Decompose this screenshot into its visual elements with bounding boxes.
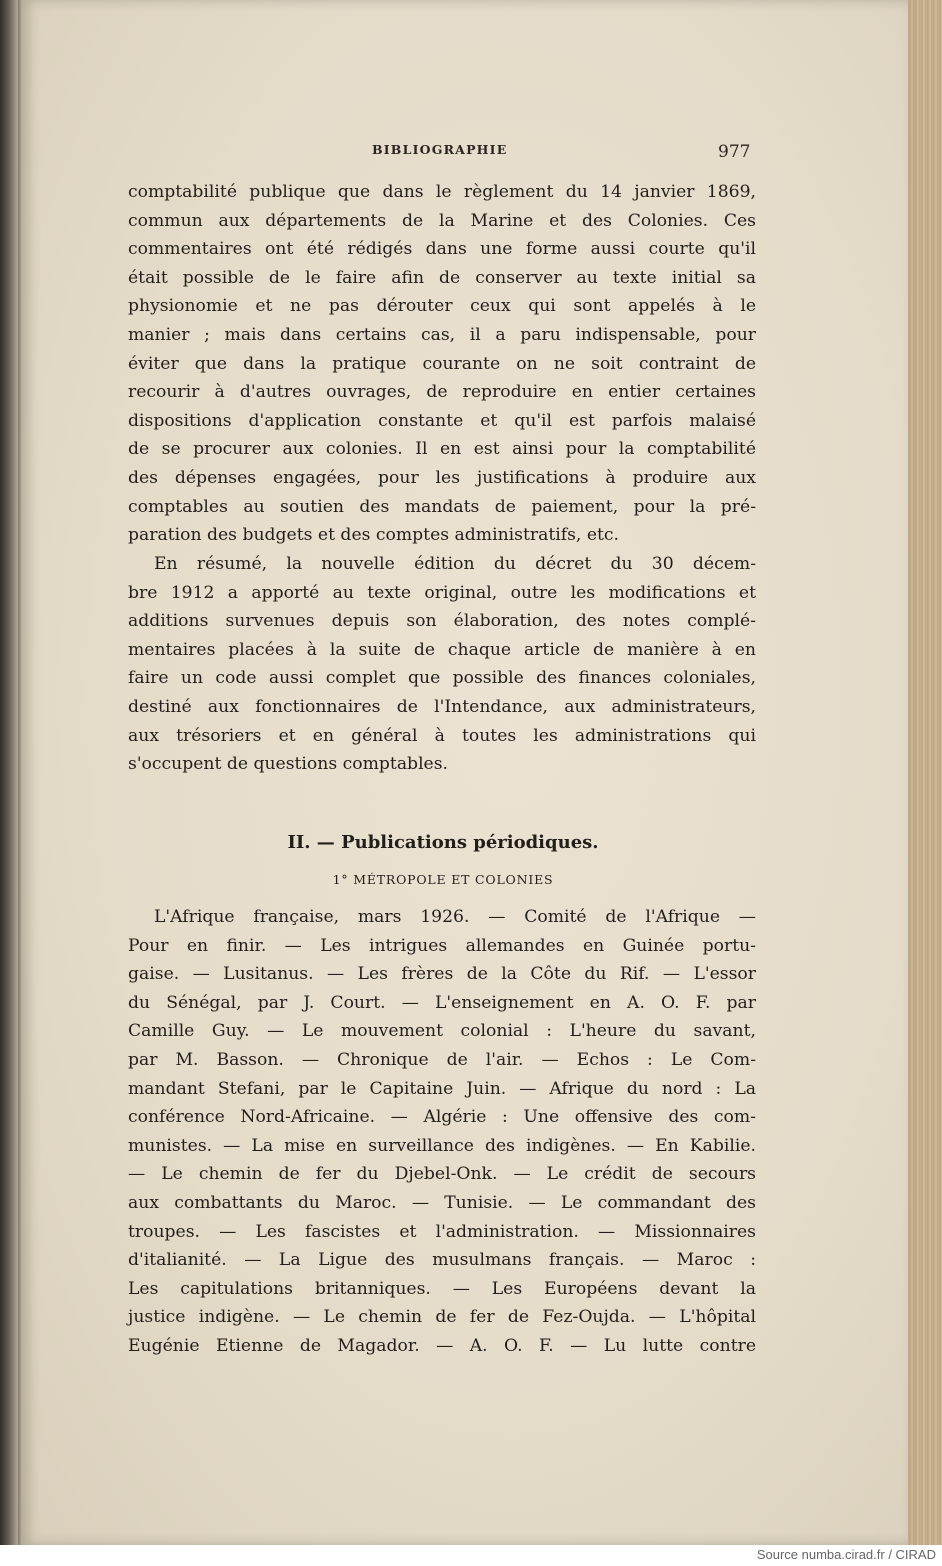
text-line: physionomie et ne pas dérouter ceux qui sont appelés à le <box>128 296 756 317</box>
page-edges <box>908 0 942 1545</box>
text-line: mentaires placées à la suite de chaque article de manière à en <box>128 639 756 660</box>
text-line: Les capitulations britanniques. — Les Européens devant la <box>128 1278 756 1299</box>
paragraph-resume <box>128 550 756 779</box>
text-line: recourir à d'autres ouvrages, de reproduire en entier certaines <box>128 382 756 403</box>
text-line: conférence Nord-Africaine. — Algérie : Une offensive des com- <box>128 1107 756 1128</box>
text-line: Eugénie Etienne de Magador. — A. O. F. — Lu lutte contre <box>128 1335 756 1356</box>
text-line: commentaires ont été rédigés dans une forme aussi courte qu'il <box>128 239 756 260</box>
text-line: du Sénégal, par J. Court. — L'enseignement en A. O. F. par <box>128 992 756 1013</box>
text-line: dispositions d'application constante et qu'il est parfois malaisé <box>128 410 756 431</box>
section-subtitle: 1° MÉTROPOLE ET COLONIES <box>332 872 554 887</box>
text-line: Camille Guy. — Le mouvement colonial : L'heure du savant, <box>128 1021 756 1042</box>
text-line: d'italianité. — La Ligue des musulmans français. — Maroc : <box>128 1250 756 1271</box>
text-line: — Le chemin de fer du Djebel-Onk. — Le crédit de secours <box>128 1164 756 1185</box>
text-line: aux combattants du Maroc. — Tunisie. — Le commandant des <box>128 1192 756 1213</box>
page-header <box>0 142 942 164</box>
text-line: bre 1912 a apporté au texte original, outre les modifications et <box>128 582 756 603</box>
text-line: comptables au soutien des mandats de paiement, pour la pré- <box>128 496 756 517</box>
text-line: éviter que dans la pratique courante on ne soit contraint de <box>128 353 756 374</box>
text-line: manier ; mais dans certains cas, il a paru indispensable, pour <box>128 324 756 345</box>
text-line: munistes. — La mise en surveillance des indigènes. — En Kabilie. <box>128 1135 756 1156</box>
text-line: mandant Stefani, par le Capitaine Juin. — Afrique du nord : La <box>128 1078 756 1099</box>
paragraph-afrique-francaise <box>128 903 756 1361</box>
text-line: était possible de le faire afin de conserver au texte initial sa <box>128 267 756 288</box>
text-line: par M. Basson. — Chronique de l'air. — Echos : Le Com- <box>128 1049 756 1070</box>
running-title: BIBLIOGRAPHIE <box>372 142 508 157</box>
text-line: troupes. — Les fascistes et l'administration. — Missionnaires <box>128 1221 756 1242</box>
paragraph-comptabilite <box>128 178 756 550</box>
source-credit-link[interactable]: Source numba.cirad.fr / CIRAD <box>756 1547 936 1562</box>
book-spine <box>0 0 18 1545</box>
text-line: justice indigène. — Le chemin de fer de Fez-Oujda. — L'hôpital <box>128 1307 756 1328</box>
text-line: commun aux départements de la Marine et des Colonies. Ces <box>128 210 756 231</box>
text-line: comptabilité publique que dans le règlement du 14 janvier 1869, <box>128 182 756 202</box>
page-number: 977 <box>718 142 751 162</box>
text-line: destiné aux fonctionnaires de l'Intendance, aux administrateurs, <box>128 696 756 717</box>
text-line: s'occupent de questions comptables. <box>128 754 449 775</box>
text-line: aux trésoriers et en général à toutes les administrations qui <box>128 725 756 746</box>
text-line: En résumé, la nouvelle édition du décret du 30 décem- <box>154 554 756 574</box>
text-line: paration des budgets et des comptes administratifs, etc. <box>128 525 620 546</box>
text-line: Pour en finir. — Les intrigues allemandes en Guinée portu- <box>128 935 756 956</box>
text-line: additions survenues depuis son élaboration, des notes complé- <box>128 611 756 632</box>
text-line: de se procurer aux colonies. Il en est ainsi pour la comptabilité <box>128 439 756 460</box>
text-line: gaise. — Lusitanus. — Les frères de la Côte du Rif. — L'essor <box>128 964 756 985</box>
text-line: L'Afrique française, mars 1926. — Comité de l'Afrique — <box>154 907 756 927</box>
text-line: faire un code aussi complet que possible des finances coloniales, <box>128 668 756 689</box>
section-title: II. — Publications périodiques. <box>287 832 599 853</box>
text-line: des dépenses engagées, pour les justifications à produire aux <box>128 467 756 488</box>
